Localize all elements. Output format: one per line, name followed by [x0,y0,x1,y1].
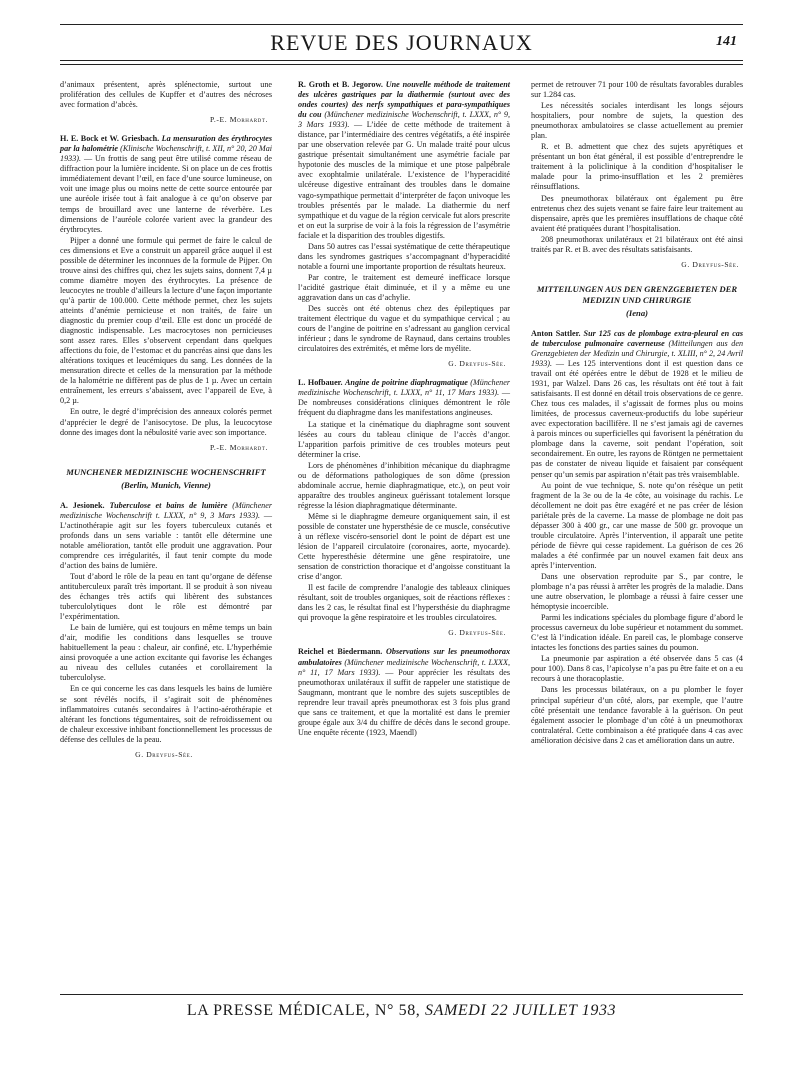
paragraph: Par contre, le traitement est demeuré inefficace lorsque l’acidité gastrique était diminuée, et il y a même eu une aggravation dans un cas d’achylie. [298,272,510,302]
journal-title: REVUE DES JOURNAUX [270,30,533,55]
signature: G. Dreyfus-Sée. [135,749,193,759]
article-title: Observations sur les pneumothorax ambulatoires [298,647,511,667]
footer-date: SAMEDI 22 JUILLET 1933 [425,1002,617,1019]
article-source: (Münchener medizinische Wochenschrift t. LXXX, n° 9, 3 Mars 1933). [60,500,273,520]
article-jesionek [60,501,272,571]
article-hofbauer [298,378,510,418]
column-3 [531,80,743,747]
article-source: (Münchener medizinische Wochenschrift, t. LXXX, n° 11, 17 Mars 1933). [298,657,510,677]
article-authors: L. Hofbauer. [298,378,343,388]
section-title: MITTEILUNGEN AUS DEN GRENZGEBIETEN DER MEDIZIN UND CHIRURGIE [536,283,738,305]
signature: G. Dreyfus-Sée. [681,259,739,269]
paragraph: Tout d’abord le rôle de la peau en tant qu’organe de défense antituberculeux paraît très important. Il se produit à son niveau des échanges très actifs qui libèrent des substances tuberculolytiques dont le rôle est démontré par l’expérimentation. [60,571,272,622]
article-authors: H. E. Bock et W. Griesbach. [60,134,160,144]
footer-journal: LA PRESSE MÉDICALE, N° 58, [186,1002,421,1019]
article-title: Sur 125 cas de plombage extra-pleural en cas de tuberculose pulmonaire caverneuse [531,328,744,348]
section-place: (Berlin, Munich, Vienne) [121,479,211,490]
signature: P.-E. Morhardt. [209,115,268,125]
paragraph: permet de retrouver 71 pour 100 de résultats favorables durables sur 1.284 cas. [531,80,743,100]
signature: G. Dreyfus-Sée. [448,359,506,369]
paragraph: Les nécessités sociales interdisant les longs séjours hospitaliers, pour nombre de sujets, la question des pneumothorax ambulatoires se classe actuellement au premier plan. [531,101,743,141]
paragraph: En ce qui concerne les cas dans lesquels les bains de lumière se sont révélés nocifs, il s’agirait soit de phénomènes inflammatoires cutanés secondaires à l’actino-aérothérapie et altérant les fonctions tégumentaires, soit de refroidissement ou de chaleur excessive inhibant fonctionnellement les processus de défense des cellules de la peau. [60,684,272,744]
paragraph: Pijper a donné une formule qui permet de faire le calcul de ces dimensions et Eve a construit un appareil grâce auquel il est possible de déterminer les inconnues de la formule de Pijper. On trouve ainsi des chiffres qui, chez les sujets sains, donnent 7,4 µ comme diamètre moyen des érythrocytes. La présence de leucocytes ne trouble d’ailleurs la lecture d’une façon importante qu’à partir de 100.000. Cette méthode permet, chez les sujets atteints d’anémie pernicieuse et non traités, de faire un diagnostic du premier coup d’œil. Elle est donc un procédé de diagnostic indispensable. Les macrocytoses non pernicieuses sont assez rares. Elles s’observent cependant dans quelques affections du foie, de l’estomac et du pancréas ainsi que dans les altérations toxiques et leucémiques du sang. Les données de la mensuration directe et celles de la mensuration par la méthode de la halométrie ne diffèrent pas de plus de 1 µ. Avec un certain entraînement, les erreurs s’abaissent, avec l’appareil de Eve, à 0,2 µ. [60,235,272,406]
article-authors: A. Jesionek. [60,500,105,510]
paragraph: Au point de vue technique, S. note qu’on résèque un petit fragment de la 3e ou de la 4e côte, au voisinage du rachis. Le décollement ne doit pas être exagéré et ne pas créer de lésion pariétale près de la caverne. La masse de plombage ne doit pas dépasser 300 à 400 gr., car une masse de 500 gr. provoque un trouble circulatoire. Après l’intervention, il apparaît une petite période de fièvre qui cesse rapidement. La guérison de ces 26 malades a été confirmée par un nouvel examen fait deux ans après l’intervention. [531,480,743,570]
page-number: 141 [716,34,737,49]
signature: P.-E. Morhardt. [209,442,268,452]
article-text: — L’actinothérapie agit sur les foyers tuberculeux cutanés et profonds dans un sens variable : tantôt elle détermine une notable amélioration, tantôt elle produit une aggravation. Pour comprendre ces irrégularités, il faut tenir compte du mode d’action des bains de lumière. [60,510,273,570]
paragraph: Des succès ont été obtenus chez des épileptiques par traitement électrique du vague et du sympathique cervical ; au cours de l’angine de poitrine en s’adressant au ganglion cervical inférieur ; dans le syndrome de Raynaud, dans certains troubles circulatoires des extrémités, et même lors de myélite. [298,304,510,354]
paragraph: La pneumonie par aspiration a été observée dans 5 cas (4 pour 100). Dans 8 cas, l’apicolyse n’a pas pu être faite et on a eu recours à une thoracoplastie. [531,654,743,684]
paragraph: Dans les processus bilatéraux, on a pu plomber le foyer principal supérieur d’un côté, alors, par exemple, que l’autre côté présentait une tendance favorable à la guérison. On peut également associer le plombage d’un côté à un pneumothorax contralatéral. Cette combinaison a été pratiquée dans 4 cas avec amélioration décisive dans 2 cas et amélioration dans un autre. [531,685,743,745]
page-footer [60,1002,743,1020]
header-rule-double [60,64,743,65]
article-bock [60,134,272,234]
paragraph: Dans 50 autres cas l’essai systématique de cette thérapeutique dans les syndromes gastriques s’accompagnant d’hyperacidité notable a fourni une importante proportion de résultats heureux. [298,241,510,271]
paragraph: Des pneumothorax bilatéraux ont également pu être entretenus chez des sujets venant se faire faire leur traitement au dispensaire, après que les premières insufflations de chaque côté avaient été pratiquées durant l’hospitalisation. [531,193,743,233]
article-groth [298,80,510,241]
signature: G. Dreyfus-Sée. [448,628,506,638]
paragraph: La statique et la cinématique du diaphragme sont souvent lésées au cours du tableau clinique de l’accès d’angor. L’apparition parfois primitive de ces troubles moteurs peut déterminer la crise. [298,419,510,459]
article-text: — L’idée de cette méthode de traitement à distance, par l’intermédiaire des centres végétatifs, a été inspirée par une observation relevée par G. Un malade traité pour ulcus gastrique présentait simultanément une asymétrie faciale par hypotonie des muscles de la mimique et une ptose palpébrale avec exophtalmie unilatérale. L’existence de l’hyperacidité ulcéreuse digestive entraînant des troubles dans le domaine vago-sympathique permettait d’interpréter de façon univoque les troubles présentés par le malade. La diathermie du nerf sympathique et du vague de la région cervicale fut alors prescrite et on eut la surprise de voir à la fois la régression de l’asymétrie faciale et la disparition des troubles digestifs. [298,120,510,240]
header-rule [60,60,743,61]
article-text: — Les 125 interventions dont il est question dans ce travail ont été opérées entre le début de 1928 et le milieu de 1931, par Walzel. Dans 26 cas, les résultats ont été tout à fait satisfaisants. Il est donné en détail trois observations de ce genre. Chez tous ces malades, il s’agissait de formes plus ou moins limitées, de processus caverneux-productifs du lobe supérieur avec expectoration bacillifère. Il ne s’est jamais agi de cavernes à parois minces ou superficielles qui favorisent la pénétration du plombage dans la caverne, soit pendant l’opération, soit secondairement. En outre, les rayons de Röntgen ne permettaient pas de constater de niveau liquide et faisaient par conséquent penser qu’un semis par aspiration n’était pas très vraisemblable. [531,358,743,479]
section-place: (Iena) [626,307,648,318]
paragraph: Même si le diaphragme demeure organiquement sain, il est possible de constater une hypersthésie de ce muscle, consécutive à un réflexe viscéro-sensoriel dont le point de départ est une lésion de l’appareil circulatoire (coronaires, aorte, myocarde). Cette hyperesthésie détermine une gêne respiratoire, une sensation de constriction thoracique et d’angoisse constituant la crise d’angor. [298,511,510,582]
article-authors: Anton Sattler. [531,328,581,338]
article-title: Angine de poitrine diaphragmatique [345,378,468,388]
article-text: — Un frottis de sang peut être utilisé comme réseau de diffraction pour la lumière incidente. Si on place un de ces frottis immédiatement devant l’œil, en face d’une source lumineuse, on voit une image plus ou moins nette de cette source entourée par une auréole irisée tout à fait analogue à ce qu’on observe par temps de brouillard avec une lanterne de réverbère. Les dimensions de l’auréole colorée varient avec la grandeur des érythrocytes. [60,154,272,234]
article-reichel [298,647,510,737]
article-title: La mensuration des érythrocytes par la halométrie [60,134,273,154]
article-source: (Mitteilungen aus den Grenzgebieten der Medizin und Chirurgie, t. XLIII, n° 2, 24 Avril 1933). [531,338,744,368]
paragraph: 208 pneumothorax unilatéraux et 21 bilatéraux ont été ainsi traités par R. et B. avec des résultats satisfaisants. [531,234,743,254]
article-text: — Pour apprécier les résultats des pneumothorax unilatéraux il suffit de rappeler une statistique de Saugmann, montrant que le nombre des sujets susceptibles de reprendre leur travail après pneumothorax est 3 fois plus grand que sans ce traitement, et que la mortalité est dans le premier groupe égale aux 3/4 du chiffre de décès dans le second groupe. Une enquête récente (1923, Maendl) [298,667,510,737]
paragraph: En outre, le degré d’imprécision des anneaux colorés permet d’apprécier le degré de l’anisocytose. De plus, la leucocytose donne des images dont la nébulosité varie avec son importance. [60,407,272,437]
article-sattler [531,329,743,480]
article-title: Une nouvelle méthode de traitement des ulcères gastriques par la diathermie (surtout avec des ondes courtes) des nerfs sympathiques et para-sympathiques du cou [298,80,511,120]
article-source: (Münchener medizinische Wochenschrift, t. LXXX, n° 9, 3 Mars 1933). [298,110,510,130]
paragraph: R. et B. admettent que chez des sujets apyrétiques et présentant un bon état général, il est possible d’entreprendre le traitement à la policlinique à la condition d’hospitaliser le malade pour la primo-insufflation et les 2 premières réinsufflations. [531,142,743,192]
column-2 [298,80,510,739]
footer-rule [60,994,743,995]
article-text: — De nombreuses considérations cliniques démontrent le rôle fréquent du diaphragme dans les manifestations angineuses. [298,388,511,418]
paragraph: Il est facile de comprendre l’analogie des tableaux cliniques résultant, soit de troubles organiques, soit de réactions réflexes : dans les 2 cas, le résultat final est l’hypersthésie du diaphragme qui provoque la gêne respiratoire et les troubles circulatoires. [298,583,510,623]
top-rule [60,24,743,25]
paragraph: d’animaux présentent, après splénectomie, surtout une prolifération des cellules de Kupffer et d’autres des nécroses avec formation d’abcès. [60,80,272,110]
article-source: (Münchener medizinische Wochenschrift, t. LXXX, n° 11, 17 Mars 1933). [298,378,511,398]
section-title: MUNCHENER MEDIZINISCHE WOCHENSCHRIFT [66,466,266,477]
paragraph: Parmi les indications spéciales du plombage figure d’abord le processus caverneux du lobe supérieur et notamment du sommet. C’est là l’indication idéale. En pareil cas, le plombage conserve intactes les fonctions des parties saines du poumon. [531,613,743,653]
article-title: Tuberculose et bains de lumière [109,500,228,510]
column-1 [60,80,272,769]
article-authors: R. Groth et B. Jegorow. [298,80,383,89]
paragraph: Dans une observation reproduite par S., par contre, le plombage n’a pas réussi à arrêter les progrès de la maladie. Dans une autre observation, le plombage a réussi à faire cesser une hémoptysie incoercible. [531,571,743,612]
section-heading [531,284,743,319]
paragraph: Le bain de lumière, qui est toujours en même temps un bain d’air, modifie les conditions dans lesquelles se trouve habituellement la peau : chaleur, air confiné, etc. L’hyperhémie ainsi provoquée a une action excitante qui favorise les échanges au niveau des cellules cutanées et corollairement la tuberculolyse. [60,623,272,683]
paragraph: Lors de phénomènes d’inhibition mécanique du diaphragme ou de déformations pathologiques de son dôme (pression abdominale accrue, hernie diaphragmatique, etc.), on peut voir apparaître des troubles angineux guérissant totalement lorsque régresse la lésion diaphragmatique déterminante. [298,460,510,510]
section-heading [60,467,272,491]
article-source: (Klinische Wochenschrift, t. XII, n° 20, 20 Mai 1933). [60,144,273,164]
masthead [60,30,743,54]
article-authors: Reichel et Biedermann. [298,647,383,657]
